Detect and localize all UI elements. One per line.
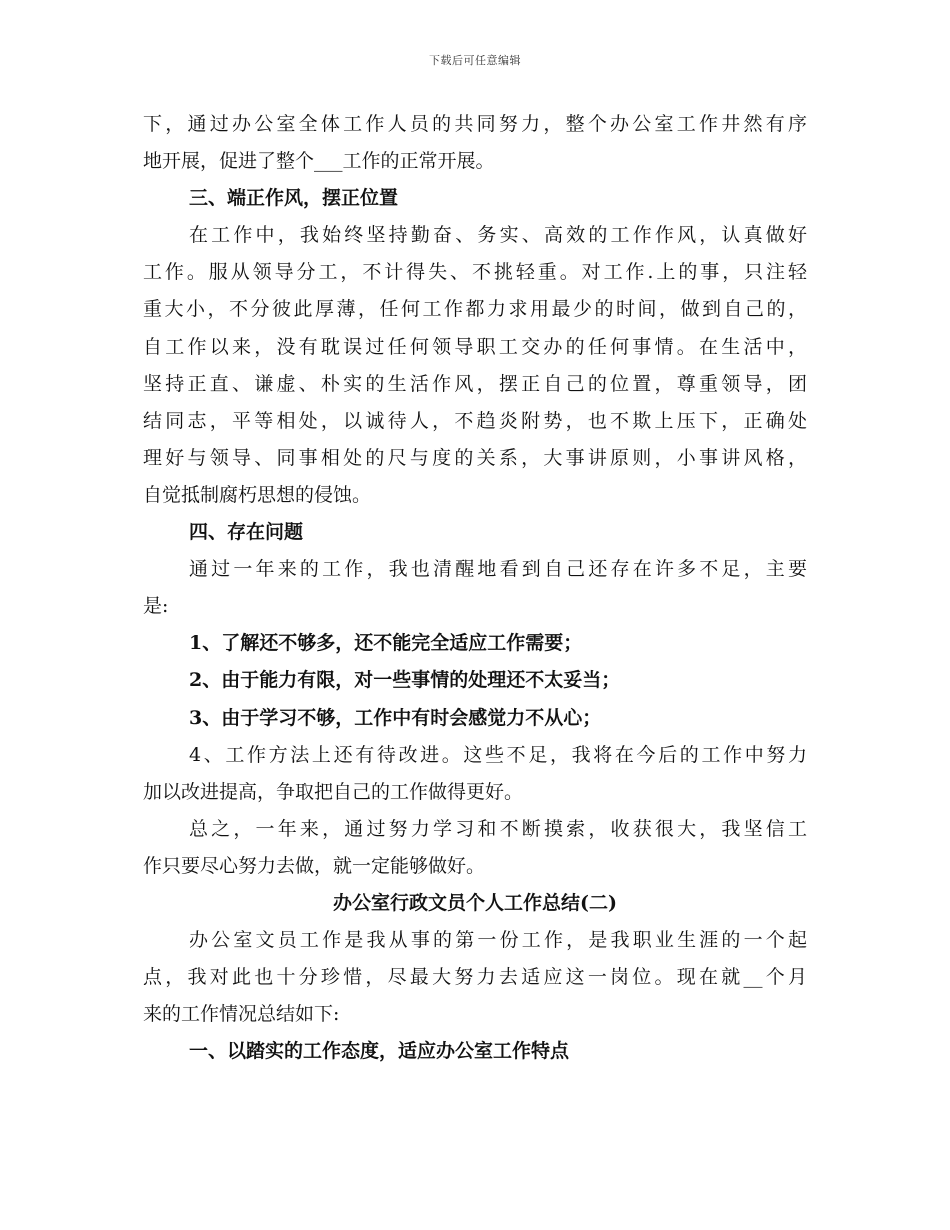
body-line: 在工作中，我始终坚持勤奋、务实、高效的工作作风，认真做好: [189, 224, 807, 247]
body-line: 通过一年来的工作，我也清醒地看到自己还存在许多不足，主要: [189, 558, 807, 581]
body-line: 工作。服从领导分工，不计得失、不挑轻重。对工作.上的事，只注轻: [143, 261, 807, 284]
body-line: 地开展，促进了整个___工作的正常开展。: [143, 150, 495, 173]
document-title: 办公室行政文员个人工作总结(二): [333, 891, 617, 914]
section-heading: 四、存在问题: [189, 521, 304, 544]
body-line: 来的工作情况总结如下:: [143, 1003, 340, 1026]
document-body: [143, 106, 807, 1070]
body-line: 结同志，平等相处，以诚待人，不趋炎附势，也不欺上压下，正确处: [143, 409, 807, 432]
body-line: 总之，一年来，通过努力学习和不断摸索，收获很大，我坚信工: [189, 817, 807, 840]
body-line: 是:: [143, 595, 169, 618]
body-line: 点，我对此也十分珍惜，尽最大努力去适应这一岗位。现在就__个月: [143, 966, 807, 989]
body-line: 重大小，不分彼此厚薄，任何工作都力求用最少的时间，做到自己的，: [143, 298, 807, 321]
body-line: 办公室文员工作是我从事的第一份工作，是我职业生涯的一个起: [189, 929, 807, 952]
body-line: 自觉抵制腐朽思想的侵蚀。: [143, 483, 372, 506]
list-item: 3、由于学习不够，工作中有时会感觉力不从心；: [189, 706, 602, 729]
list-item: 2、由于能力有限，对一些事情的处理还不太妥当；: [189, 669, 621, 692]
section-heading: 三、端正作风，摆正位置: [189, 187, 399, 210]
body-line: 作只要尽心努力去做，就一定能够做好。: [143, 854, 486, 877]
section-heading: 一、以踏实的工作态度，适应办公室工作特点: [189, 1040, 570, 1063]
body-line: 理好与领导、同事相处的尺与度的关系，大事讲原则，小事讲风格，: [143, 446, 807, 469]
body-line: 坚持正直、谦虚、朴实的生活作风，摆正自己的位置，尊重领导，团: [143, 372, 807, 395]
body-line: 自工作以来，没有耽误过任何领导职工交办的任何事情。在生活中，: [143, 335, 807, 358]
body-line: 下，通过办公室全体工作人员的共同努力，整个办公室工作井然有序: [143, 113, 807, 135]
page-header: 下载后可任意编辑: [429, 54, 521, 67]
body-line: 加以改进提高，争取把自己的工作做得更好。: [143, 780, 524, 803]
list-item: 4、工作方法上还有待改进。这些不足，我将在今后的工作中努力: [189, 743, 807, 766]
list-item: 1、了解还不够多，还不能完全适应工作需要；: [189, 632, 583, 655]
